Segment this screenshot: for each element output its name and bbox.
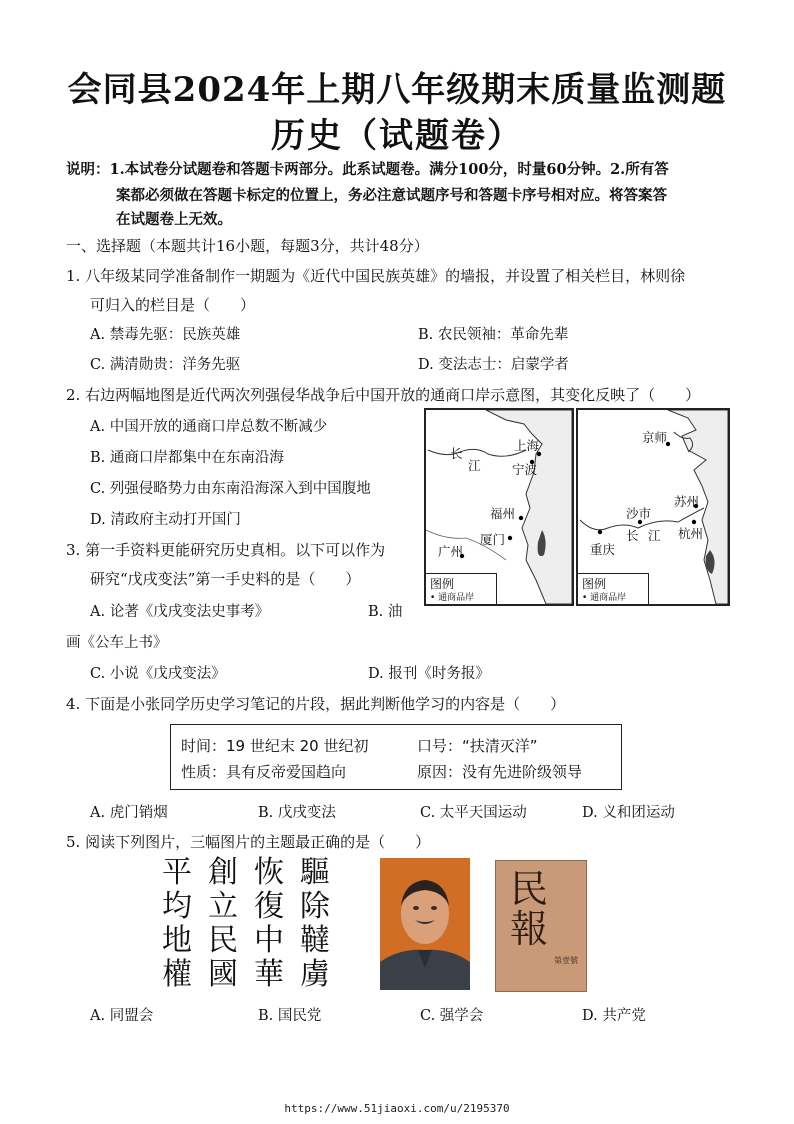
map2-label: 江	[648, 528, 661, 543]
map2-legend	[578, 573, 649, 604]
q2-stem: 2. 右边两幅地图是近代两次列强侵华战争后中国开放的通商口岸示意图，其变化反映了（ ）	[66, 386, 701, 404]
calligraphy-column-4: 驅除韃虜	[300, 855, 330, 992]
q2-option-c: C. 列强侵略势力由东南沿海深入到中国腹地	[90, 481, 371, 497]
instructions-line-3: 在试题卷上无效。	[116, 211, 232, 228]
map1-label: 厦门	[480, 532, 506, 547]
map2-legend-item: • 通商品岸	[582, 593, 627, 603]
map2-legend-title: 图例	[582, 577, 607, 591]
minbao-issue: 第壹號	[554, 956, 578, 965]
section-heading: 一、选择题（本题共计16小题，每题3分，共计48分）	[66, 237, 429, 255]
q4-stem: 4. 下面是小张同学历史学习笔记的片段，据此判断他学习的内容是（ ）	[66, 695, 566, 713]
instructions-line-1: 说明：1.本试卷分试题卷和答题卡两部分。此系试题卷。满分100分，时量60分钟。2.所有答	[66, 161, 669, 178]
q1-option-a: A. 禁毒先驱：民族英雄	[90, 327, 241, 343]
map1-legend-title: 图例	[430, 577, 455, 591]
q4-notes-slogan: 口号：“扶清灭洋”	[417, 737, 538, 755]
q2-option-b: B. 通商口岸都集中在东南沿海	[90, 450, 284, 466]
q1-stem: 1. 八年级某同学准备制作一期题为《近代中国民族英雄》的墙报，并设置了相关栏目，林则徐	[66, 267, 686, 285]
map1-label: 上海	[514, 438, 540, 453]
calligraphy-column-3: 恢復中華	[254, 855, 284, 992]
q4-option-d: D. 义和团运动	[582, 805, 675, 821]
q5-option-c: C. 强学会	[420, 1008, 484, 1024]
q4-notes-box	[170, 724, 622, 790]
instructions-line-2: 案都必须做在答题卡标定的位置上，务必注意试题序号和答题卡序号相对应。将答案答	[116, 187, 667, 204]
map1-legend	[426, 573, 497, 604]
map2-label: 京师	[642, 430, 668, 445]
q3-option-b: B. 油	[368, 604, 403, 620]
q4-option-a: A. 虎门销烟	[90, 805, 168, 821]
q5-option-b: B. 国民党	[258, 1008, 322, 1024]
q4-notes-time: 时间：19 世纪末 20 世纪初	[181, 737, 369, 755]
map1-label: 福州	[490, 506, 516, 521]
map2-label: 长	[626, 528, 639, 543]
q1-option-b: B. 农民领袖：革命先辈	[418, 327, 569, 343]
q2-option-d: D. 清政府主动打开国门	[90, 512, 241, 528]
q1-stem-cont: 可归入的栏目是（ ）	[90, 296, 256, 314]
map-treaty-ports-2	[576, 408, 730, 606]
q3-option-d: D. 报刊《时务报》	[368, 666, 490, 682]
footer-url[interactable]: https://www.51jiaoxi.com/u/2195370	[284, 1102, 510, 1115]
q3-option-c: C. 小说《戊戌变法》	[90, 666, 226, 682]
q4-option-c: C. 太平天国运动	[420, 805, 527, 821]
exam-subtitle: 历史（试题卷）	[271, 116, 523, 156]
map1-legend-item: • 通商品岸	[430, 593, 475, 603]
q1-option-c: C. 满清勋贵：洋务先驱	[90, 357, 241, 373]
q5-option-a: A. 同盟会	[90, 1008, 154, 1024]
q4-option-b: B. 戊戌变法	[258, 805, 336, 821]
calligraphy-column-2: 創立民國	[208, 855, 238, 992]
portrait-photo	[380, 858, 470, 990]
q3-option-a: A. 论著《戊戌变法史事考》	[90, 604, 270, 620]
map2-label: 杭州	[678, 526, 704, 541]
map1-label: 广州	[438, 544, 464, 559]
q5-stem: 5. 阅读下列图片，三幅图片的主题最正确的是（ ）	[66, 833, 431, 851]
q2-option-a: A. 中国开放的通商口岸总数不断减少	[90, 419, 328, 435]
exam-title: 会同县2024年上期八年级期末质量监测题	[67, 70, 727, 110]
q4-notes-reason: 原因：没有先进阶级领导	[417, 763, 583, 781]
q3-option-b-cont: 画《公车上书》	[66, 635, 168, 651]
portrait-illustration	[380, 858, 470, 990]
map2-label: 苏州	[674, 494, 700, 509]
map-treaty-ports-1	[424, 408, 574, 606]
map1-label: 宁波	[512, 462, 538, 477]
q3-stem: 3. 第一手资料更能研究历史真相。以下可以作为	[66, 541, 386, 559]
map1-label: 江	[468, 458, 481, 473]
q5-option-d: D. 共产党	[582, 1008, 646, 1024]
q4-notes-nature: 性质：具有反帝爱国趋向	[181, 763, 347, 781]
map2-label: 重庆	[590, 542, 616, 557]
minbao-cover	[495, 860, 587, 992]
calligraphy-column-1: 平均地權	[162, 855, 192, 992]
map1-label: 长	[450, 446, 463, 461]
map2-label: 沙市	[626, 506, 652, 521]
q3-stem-cont: 研究“戊戌变法”第一手史料的是（ ）	[90, 570, 361, 588]
q1-option-d: D. 变法志士：启蒙学者	[418, 357, 569, 373]
minbao-title: 民報	[510, 867, 549, 951]
